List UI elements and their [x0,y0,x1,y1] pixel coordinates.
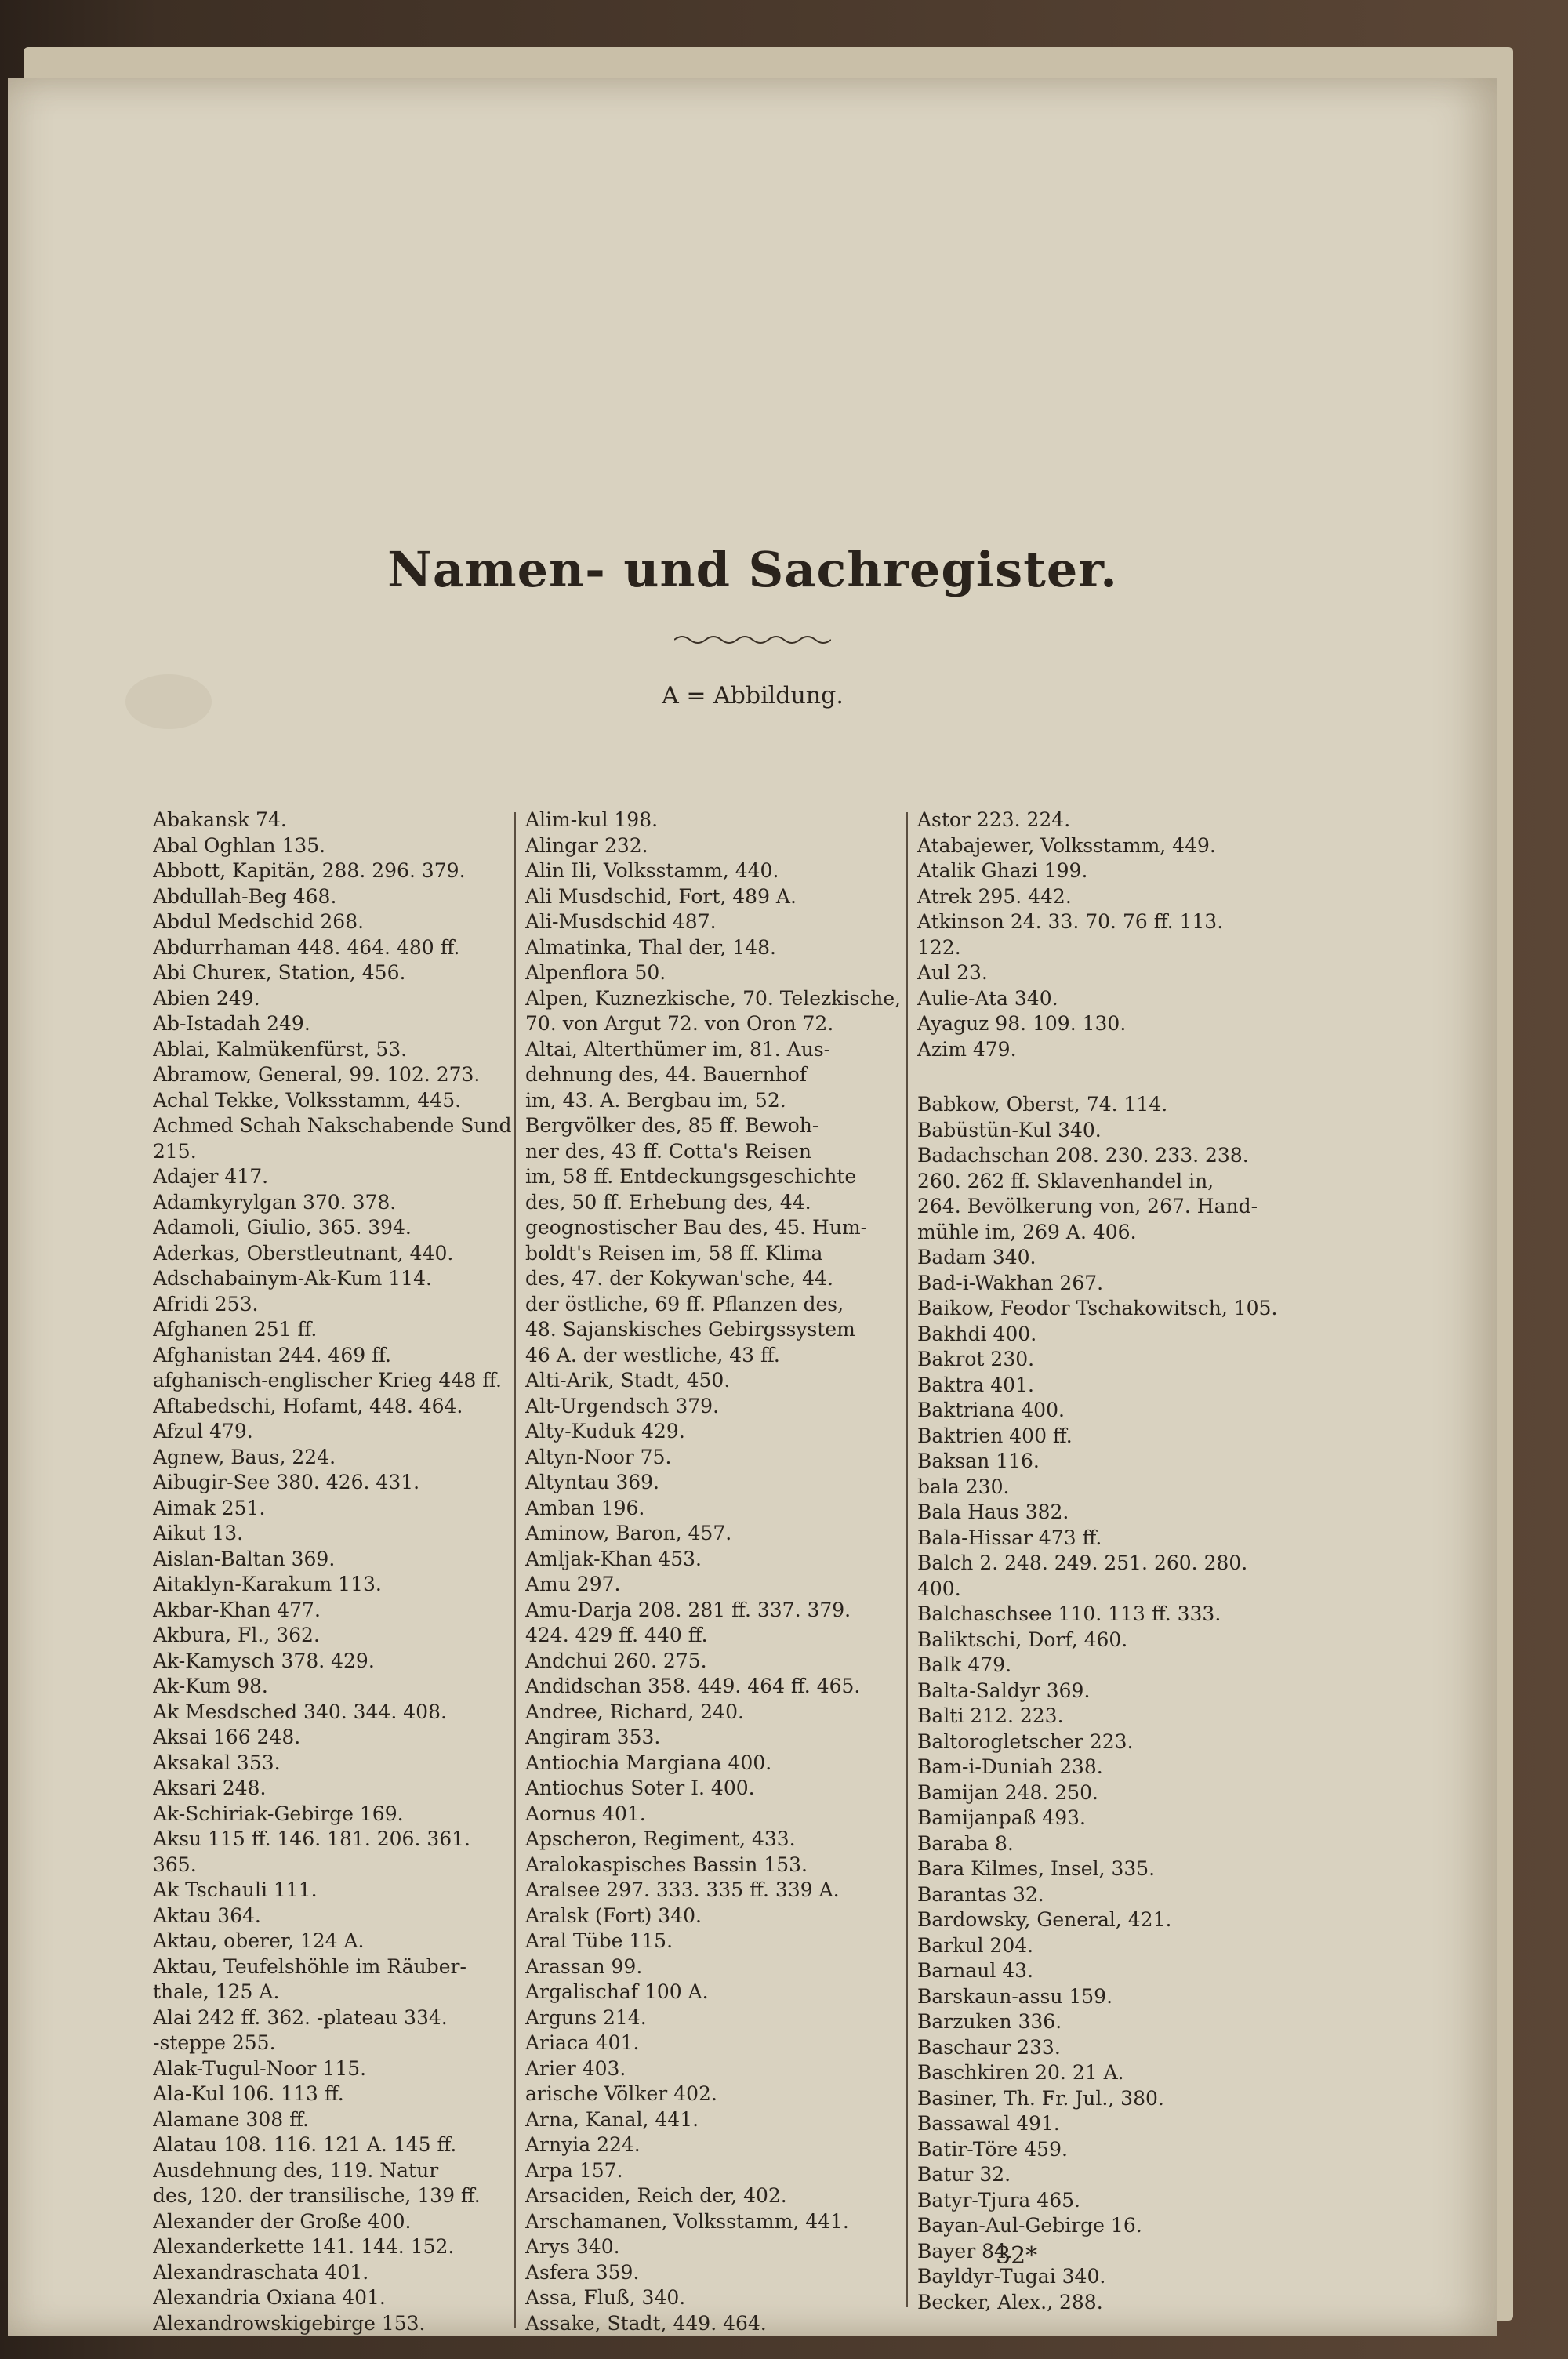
index-entry: Andidschan 358. 449. 464 ff. 465. [525,1675,861,1697]
index-entry: Ablai, Kalmükenfürst, 53. [153,1037,408,1061]
index-entry: Bayldyr-Tugai 340. [917,2265,1106,2288]
index-entry: Alexander der Große 400. [153,2209,412,2233]
page-number: 32* [996,2242,1038,2270]
index-entry: geognostischer Bau des, 45. Hum- [525,1216,868,1239]
index-entry: Bam-i-Duniah 238. [917,1755,1103,1778]
index-entry: Balchaschsee 110. 113 ff. 333. [917,1602,1221,1625]
index-entry: Atalik Ghazi 199. [917,859,1088,882]
index-entry: im, 43. A. Bergbau im, 52. [525,1088,786,1112]
index-entry: boldt's Reisen im, 58 ff. Klima [525,1241,823,1265]
index-entry: Bakrot 230. [917,1348,1035,1370]
index-entry: Alt-Urgendsch 379. [525,1394,720,1417]
index-entry: Atkinson 24. 33. 70. 76 ff. 113. [917,910,1224,933]
index-entry: Bara Kilmes, Insel, 335. [917,1857,1156,1880]
index-entry: Alai 242 ff. 362. -plateau 334. [153,2005,448,2029]
index-entry: Aralsee 297. 333. 335 ff. 339 A. [525,1878,840,1901]
index-entry: Alamane 308 ff. [153,2107,309,2131]
index-entry: Baktriana 400. [917,1399,1065,1421]
book-page [8,78,1497,2336]
index-entry: Afghanen 251 ff. [153,1318,318,1341]
index-entry: Achmed Schah Nakschabende Sund [153,1114,512,1137]
index-entry: Alak-Tugul-Noor 115. [153,2056,367,2080]
index-entry: Abakansk 74. [153,808,287,831]
ornament-divider [674,633,831,646]
index-entry: Baschaur 233. [917,2035,1061,2059]
index-entry: Bamijan 248. 250. [917,1780,1098,1804]
index-entry: der östliche, 69 ff. Pflanzen des, [525,1292,844,1316]
index-entry: Bakhdi 400. [917,1322,1037,1345]
index-entry: Aralokaspisches Bassin 153. [525,1853,808,1876]
index-entry: Aktau, Teufelshöhle im Räuber- [153,1954,466,1978]
index-column-2 [525,808,902,2336]
index-entry: Batir-Töre 459. [917,2137,1068,2161]
index-entry: Baraba 8. [917,1831,1014,1855]
index-entry: Almatinka, Thal der, 148. [525,935,776,959]
index-entry: ner des, 43 ff. Cotta's Reisen [525,1139,812,1163]
index-entry: Arpa 157. [525,2158,623,2182]
index-entry: Abdullah-Beg 468. [153,884,337,908]
index-entry: Argalischaf 100 A. [525,1980,709,2003]
index-entry: Babüstün-Kul 340. [917,1118,1102,1141]
index-entry: Aulie-Ata 340. [917,986,1058,1010]
index-entry: Alpenflora 50. [525,961,666,984]
index-entry: im, 58 ff. Entdeckungsgeschichte [525,1165,857,1188]
index-entry: Achal Tekke, Volksstamm, 445. [153,1088,462,1112]
index-entry: Baltorogletscher 223. [917,1729,1134,1753]
index-entry: Aimak 251. [153,1496,266,1519]
index-entry: Ak-Schiriak-Gebirge 169. [153,1802,404,1825]
index-entry: Alim-kul 198. [525,808,659,831]
index-entry: Aktau 364. [153,1904,261,1927]
index-entry: 215. [153,1139,197,1163]
index-entry: Aksai 166 248. [153,1726,301,1748]
index-entry: Aornus 401. [525,1802,646,1825]
index-entry: Badachschan 208. 230. 233. 238. [917,1144,1249,1167]
index-entry: Agnew, Baus, 224. [153,1445,336,1468]
index-entry: Basiner, Th. Fr. Jul., 380. [917,2086,1164,2110]
index-entry: 48. Sajanskisches Gebirgssystem [525,1318,855,1341]
index-entry: Abbott, Kapitän, 288. 296. 379. [153,859,466,882]
index-entry: Abdul Medschid 268. [153,910,365,933]
index-entry: Akbura, Fl., 362. [153,1624,320,1646]
index-entry: Amu 297. [525,1573,621,1595]
index-entry: Alexandrowskigebirge 153. [153,2311,426,2335]
index-entry: Ab-Istadah 249. [153,1012,310,1035]
index-entry: Abdurrhaman 448. 464. 480 ff. [153,935,460,959]
index-entry: Batur 32. [917,2163,1011,2186]
index-entry: Ayaguz 98. 109. 130. [917,1012,1127,1035]
index-entry: Aktau, oberer, 124 A. [153,1929,365,1952]
index-entry: Alty-Kuduk 429. [525,1420,685,1443]
index-entry: Adamkyrylgan 370. 378. [153,1190,397,1214]
index-entry: Aksakal 353. [153,1751,281,1774]
index-entry: Bardowsky, General, 421. [917,1908,1172,1931]
index-entry: Alexandria Oxiana 401. [153,2286,386,2309]
index-entry: Becker, Alex., 288. [917,2290,1103,2314]
index-entry: Abal Oghlan 135. [153,833,326,857]
index-entry: Azim 479. [917,1037,1017,1061]
index-entry: Afridi 253. [153,1292,259,1316]
index-entry: Barzuken 336. [917,2010,1062,2033]
index-entry: des, 50 ff. Erhebung des, 44. [525,1190,811,1214]
index-entry: mühle im, 269 A. 406. [917,1220,1137,1243]
index-entry: Bayan-Aul-Gebirge 16. [917,2214,1142,2237]
index-entry: Aderkas, Oberstleutnant, 440. [153,1241,454,1265]
index-entry: Alingar 232. [525,833,648,857]
index-entry: Aminow, Baron, 457. [525,1522,732,1544]
index-entry: -steppe 255. [153,2031,276,2054]
index-entry: Alpen, Kuznezkische, 70. Telezkische, [525,986,902,1010]
index-entry: Baktra 401. [917,1373,1034,1396]
index-entry: Amban 196. [525,1496,645,1519]
index-entry: 264. Bevölkerung von, 267. Hand- [917,1195,1258,1218]
index-entry: bala 230. [917,1475,1010,1498]
index-entry: Andree, Richard, 240. [525,1700,744,1723]
index-entry: Baschkiren 20. 21 A. [917,2061,1124,2084]
index-entry: Balta-Saldyr 369. [917,1679,1091,1702]
index-entry: Antiochia Margiana 400. [525,1751,772,1774]
index-entry: Abien 249. [153,986,260,1010]
page-title: Namen- und Sachregister. [387,541,1118,598]
index-entry: Arschamanen, Volksstamm, 441. [525,2209,849,2233]
index-entry: Baikow, Feodor Tschakowitsch, 105. [917,1297,1278,1319]
index-entry: Barnaul 43. [917,1959,1034,1982]
index-entry: Aul 23. [917,961,988,984]
index-entry: dehnung des, 44. Bauernhof [525,1063,808,1086]
index-entry: 122. [917,935,961,959]
index-entry: Abi Chureк, Station, 456. [153,961,406,984]
index-entry: Alin Ili, Volksstamm, 440. [525,859,779,882]
index-entry: Ali Musdschid, Fort, 489 A. [525,884,797,908]
index-entry: Angiram 353. [525,1726,661,1748]
index-entry: Antiochus Soter I. 400. [525,1777,755,1799]
index-column-3 [917,808,1286,2315]
index-entry: Arna, Kanal, 441. [525,2107,699,2131]
index-entry: Amljak-Khan 453. [525,1547,702,1570]
index-entry: Badam 340. [917,1246,1036,1268]
index-entry: des, 120. der transilische, 139 ff. [153,2184,481,2207]
index-entry: 70. von Argut 72. von Oron 72. [525,1012,834,1035]
index-entry: Aralsk (Fort) 340. [525,1904,702,1927]
index-entry: Babkow, Oberst, 74. 114. [917,1093,1168,1116]
index-entry: Assa, Fluß, 340. [525,2286,686,2309]
index-entry: Ariaca 401. [525,2031,640,2054]
index-entry: thale, 125 A. [153,1980,280,2003]
index-entry: Alti-Arik, Stadt, 450. [525,1369,731,1392]
index-entry: afghanisch-englischer Krieg 448 ff. [153,1369,503,1392]
index-entry: Adschabainym-Ak-Kum 114. [153,1267,432,1290]
index-entry: Alexandraschata 401. [153,2260,369,2284]
index-entry: Bassawal 491. [917,2112,1060,2135]
index-entry: Balch 2. 248. 249. 251. 260. 280. [917,1551,1248,1574]
index-entry: Adamoli, Giulio, 365. 394. [153,1216,412,1239]
index-entry: Bala Haus 382. [917,1501,1069,1523]
index-entry: Baktrien 400 ff. [917,1424,1073,1447]
index-entry: 400. [917,1577,961,1600]
index-entry: 365. [153,1853,197,1876]
index-entry: Adajer 417. [153,1165,269,1188]
index-entry: Ak Tschauli 111. [153,1878,318,1901]
index-entry: 424. 429 ff. 440 ff. [525,1624,708,1646]
index-entry: Aksu 115 ff. 146. 181. 206. 361. [153,1827,471,1850]
index-entry: Ausdehnung des, 119. Natur [153,2158,439,2182]
abbreviation-legend: A = Abbildung. [662,682,844,710]
index-entry: Afghanistan 244. 469 ff. [153,1343,391,1366]
index-entry: Ak-Kamysch 378. 429. [153,1649,375,1672]
index-entry: 46 A. der westliche, 43 ff. [525,1343,780,1366]
index-entry: Afzul 479. [153,1420,253,1443]
index-entry: Arnyia 224. [525,2133,641,2156]
index-entry: Baksan 116. [917,1450,1040,1472]
index-entry: des, 47. der Kokywan'sche, 44. [525,1267,833,1290]
index-entry: Altyntau 369. [525,1471,659,1493]
letter-section-gap [917,1062,1286,1092]
index-entry: Alatau 108. 116. 121 A. 145 ff. [153,2133,457,2156]
index-entry: Bad-i-Wakhan 267. [917,1271,1104,1294]
index-entry: Arsaciden, Reich der, 402. [525,2184,787,2207]
index-entry: Barantas 32. [917,1882,1044,1906]
index-entry: Aibugir-See 380. 426. 431. [153,1471,420,1493]
index-entry: Altyn-Noor 75. [525,1445,672,1468]
index-entry: 260. 262 ff. Sklavenhandel in, [917,1169,1214,1192]
index-entry: Batyr-Tjura 465. [917,2188,1080,2212]
index-entry: Bergvölker des, 85 ff. Bewoh- [525,1114,819,1137]
index-entry: Baliktschi, Dorf, 460. [917,1628,1128,1651]
index-entry: Ali-Musdschid 487. [525,910,717,933]
index-entry: Balk 479. [917,1653,1012,1676]
index-entry: Balti 212. 223. [917,1704,1064,1727]
index-entry: Andchui 260. 275. [525,1649,707,1672]
index-entry: Aitaklyn-Karakum 113. [153,1573,382,1595]
index-entry: Abramow, General, 99. 102. 273. [153,1063,481,1086]
index-entry: Apscheron, Regiment, 433. [525,1827,796,1850]
index-entry: Bayer 84. [917,2239,1013,2263]
index-entry: Ak Mesdsched 340. 344. 408. [153,1700,447,1723]
index-column-1 [153,808,521,2336]
index-entry: Aral Tübe 115. [525,1929,673,1952]
index-entry: Ala-Kul 106. 113 ff. [153,2082,344,2105]
index-entry: Aikut 13. [153,1522,244,1544]
index-entry: Aftabedschi, Hofamt, 448. 464. [153,1394,463,1417]
index-entry: Arassan 99. [525,1954,643,1978]
index-entry: Atabajewer, Volksstamm, 449. [917,833,1216,857]
index-entry: Assake, Stadt, 449. 464. [525,2311,767,2335]
index-entry: Arguns 214. [525,2005,647,2029]
index-entry: Ak-Kum 98. [153,1675,268,1697]
index-entry: Arier 403. [525,2056,626,2080]
index-entry: Alexanderkette 141. 144. 152. [153,2235,455,2258]
index-entry: Atrek 295. 442. [917,884,1072,908]
index-entry: Arys 340. [525,2235,620,2258]
index-entry: Bamijanpaß 493. [917,1806,1086,1829]
index-entry: arische Völker 402. [525,2082,717,2105]
index-entry: Aislan-Baltan 369. [153,1547,336,1570]
index-entry: Astor 223. 224. [917,808,1071,831]
index-entry: Amu-Darja 208. 281 ff. 337. 379. [525,1598,851,1621]
index-entry: Aksari 248. [153,1777,267,1799]
index-entry: Bala-Hissar 473 ff. [917,1526,1102,1549]
index-entry: Altai, Alterthümer im, 81. Aus- [525,1037,831,1061]
index-entry: Asfera 359. [525,2260,640,2284]
index-entry: Barskaun-assu 159. [917,1984,1113,2008]
index-entry: Barkul 204. [917,1933,1034,1957]
index-entry: Akbar-Khan 477. [153,1598,321,1621]
